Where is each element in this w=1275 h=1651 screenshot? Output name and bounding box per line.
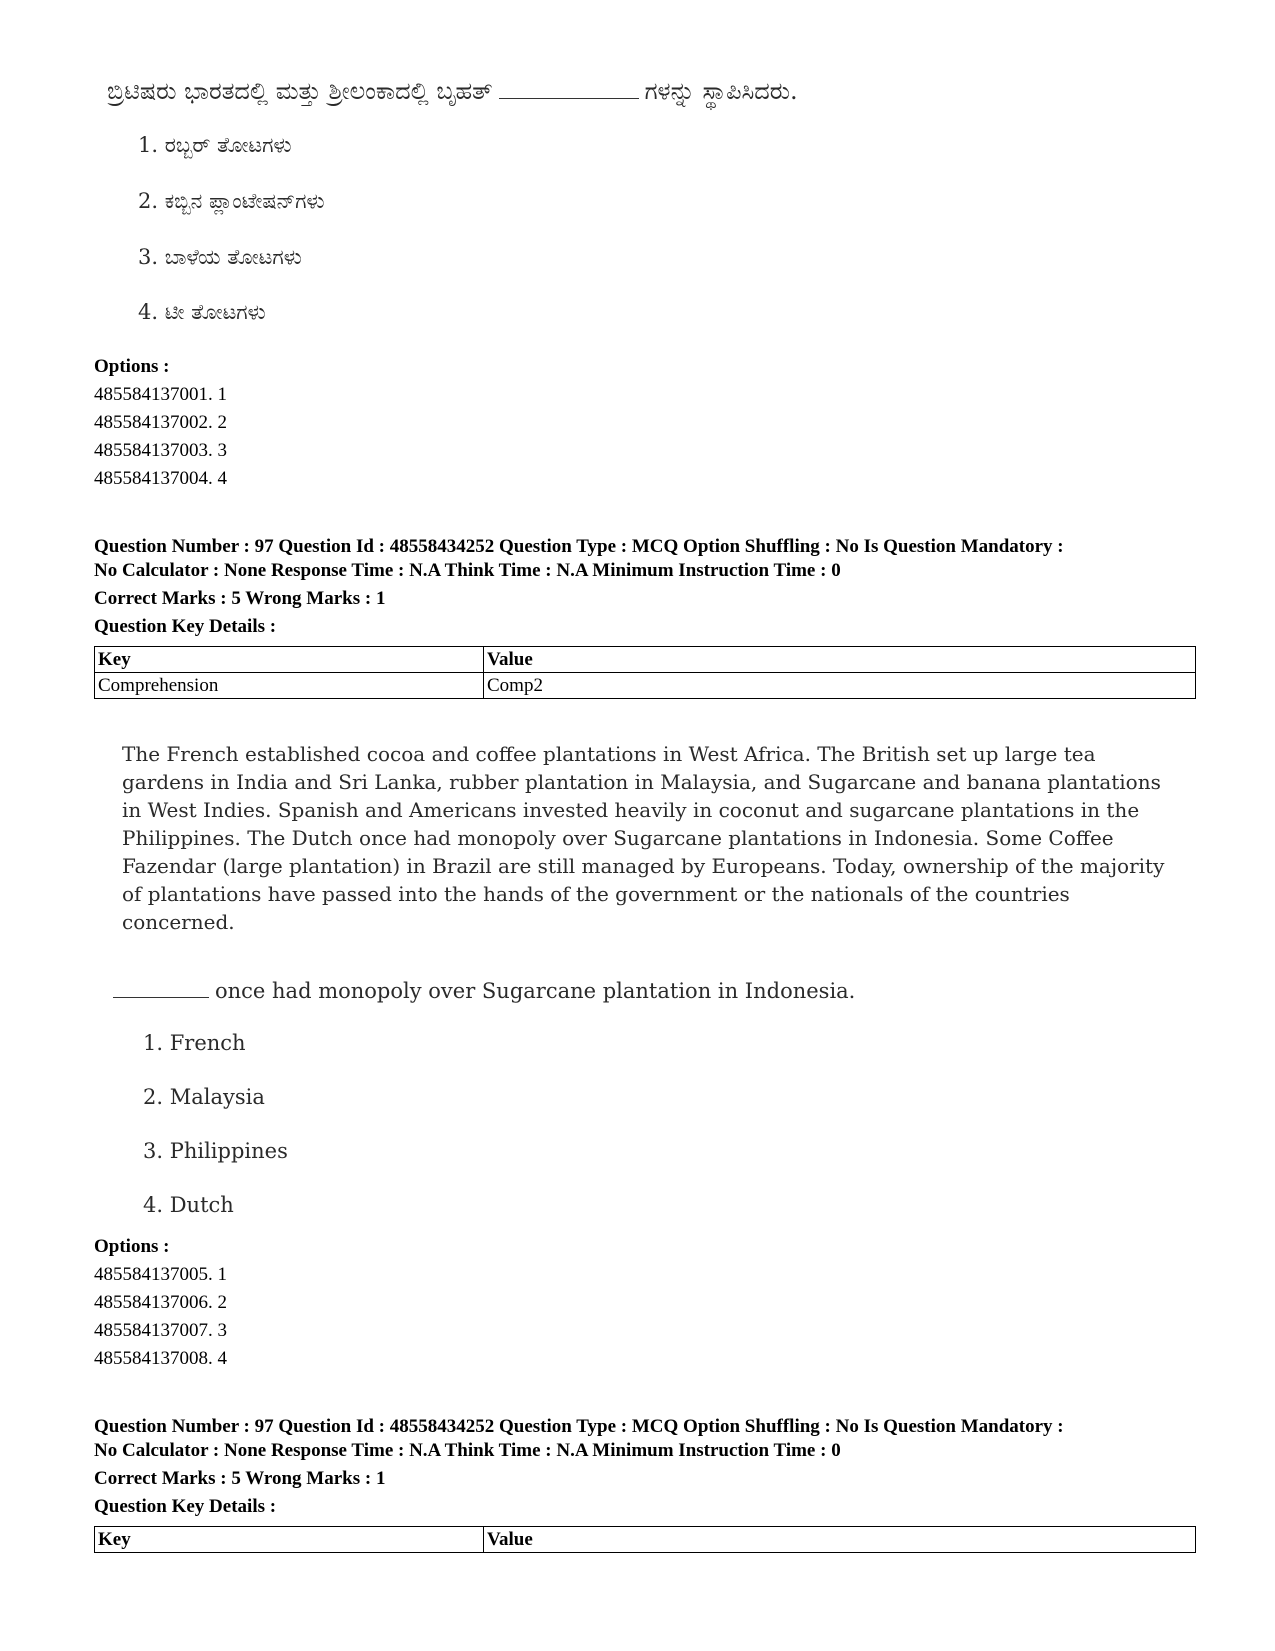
table-header-row: [95, 647, 1196, 673]
english-prompt-blank: [113, 977, 209, 998]
english-choice-3: 3. Philippines: [143, 1139, 288, 1163]
question-marks: Correct Marks : 5 Wrong Marks : 1: [94, 1468, 386, 1489]
option-item: 485584137002. 2: [94, 412, 227, 433]
option-item: 485584137006. 2: [94, 1292, 227, 1313]
question-key-details-label: Question Key Details :: [94, 1496, 277, 1517]
kannada-prompt-blank: [499, 76, 639, 99]
table-header-row: [95, 1527, 1196, 1553]
table-header-value: Value: [484, 647, 1196, 673]
option-item: 485584137003. 3: [94, 440, 227, 461]
question-meta-line1: Question Number : 97 Question Id : 48558434252 Question Type : MCQ Option Shuffling : No Is Question Mandatory :: [94, 536, 1064, 557]
comprehension-passage: The French established cocoa and coffee plantations in West Africa. The British set up large tea gardens in India and Sri Lanka, rubber plantation in Malaysia, and Sugarcane and banana plantations in West Indies. Spanish and Americans invested heavily in coconut and sugarcane plantations in the Philippines. The Dutch once had monopoly over Sugarcane plantations in Indonesia. Some Coffee Fazendar (large plantation) in Brazil are still managed by Europeans. Today, ownership of the majority of plantations have passed into the hands of the government or the nationals of the countries concerned.: [122, 742, 1165, 934]
table-cell-value: Comp2: [484, 673, 1196, 699]
key-details-table: [94, 646, 1196, 699]
english-prompt-after: once had monopoly over Sugarcane plantation in Indonesia.: [215, 979, 856, 1003]
options-label-1: Options :: [94, 356, 170, 377]
question-marks: Correct Marks : 5 Wrong Marks : 1: [94, 588, 386, 609]
question-meta-line2: No Calculator : None Response Time : N.A Think Time : N.A Minimum Instruction Time : 0: [94, 1440, 841, 1461]
kannada-choice-3: 3. ಬಾಳೆಯ ತೋಟಗಳು: [138, 245, 302, 269]
kannada-choice-1: 1. ರಬ್ಬರ್ ತೋಟಗಳು: [138, 133, 292, 157]
options-label-2: Options :: [94, 1236, 170, 1257]
key-details-table: [94, 1526, 1196, 1553]
english-choice-2: 2. Malaysia: [143, 1085, 265, 1109]
english-choice-1: 1. French: [143, 1031, 246, 1055]
option-item: 485584137004. 4: [94, 468, 227, 489]
question-key-details-label: Question Key Details :: [94, 616, 277, 637]
kannada-choice-4: 4. ಟೀ ತೋಟಗಳು: [138, 300, 266, 324]
table-cell-key: Comprehension: [95, 673, 484, 699]
table-header-key: Key: [95, 647, 484, 673]
option-item: 485584137008. 4: [94, 1348, 227, 1369]
question-meta-line2: No Calculator : None Response Time : N.A Think Time : N.A Minimum Instruction Time : 0: [94, 560, 841, 581]
option-item: 485584137007. 3: [94, 1320, 227, 1341]
table-row: [95, 673, 1196, 699]
kannada-prompt-after: ಗಳನ್ನು ಸ್ಥಾಪಿಸಿದರು.: [644, 77, 798, 105]
english-choice-4: 4. Dutch: [143, 1193, 234, 1217]
table-header-value: Value: [484, 1527, 1196, 1553]
table-header-key: Key: [95, 1527, 484, 1553]
kannada-question-prompt: [107, 76, 798, 105]
question-meta-line1: Question Number : 97 Question Id : 48558434252 Question Type : MCQ Option Shuffling : No Is Question Mandatory :: [94, 1416, 1064, 1437]
option-item: 485584137005. 1: [94, 1264, 227, 1285]
option-item: 485584137001. 1: [94, 384, 227, 405]
kannada-prompt-before: ಬ್ರಿಟಿಷರು ಭಾರತದಲ್ಲಿ ಮತ್ತು ಶ್ರೀಲಂಕಾದಲ್ಲಿ ಬೃಹತ್: [107, 77, 493, 105]
english-question-prompt: [113, 977, 855, 1003]
kannada-choice-2: 2. ಕಬ್ಬಿನ ಪ್ಲಾಂಟೇಷನ್‌ಗಳು: [138, 189, 325, 213]
